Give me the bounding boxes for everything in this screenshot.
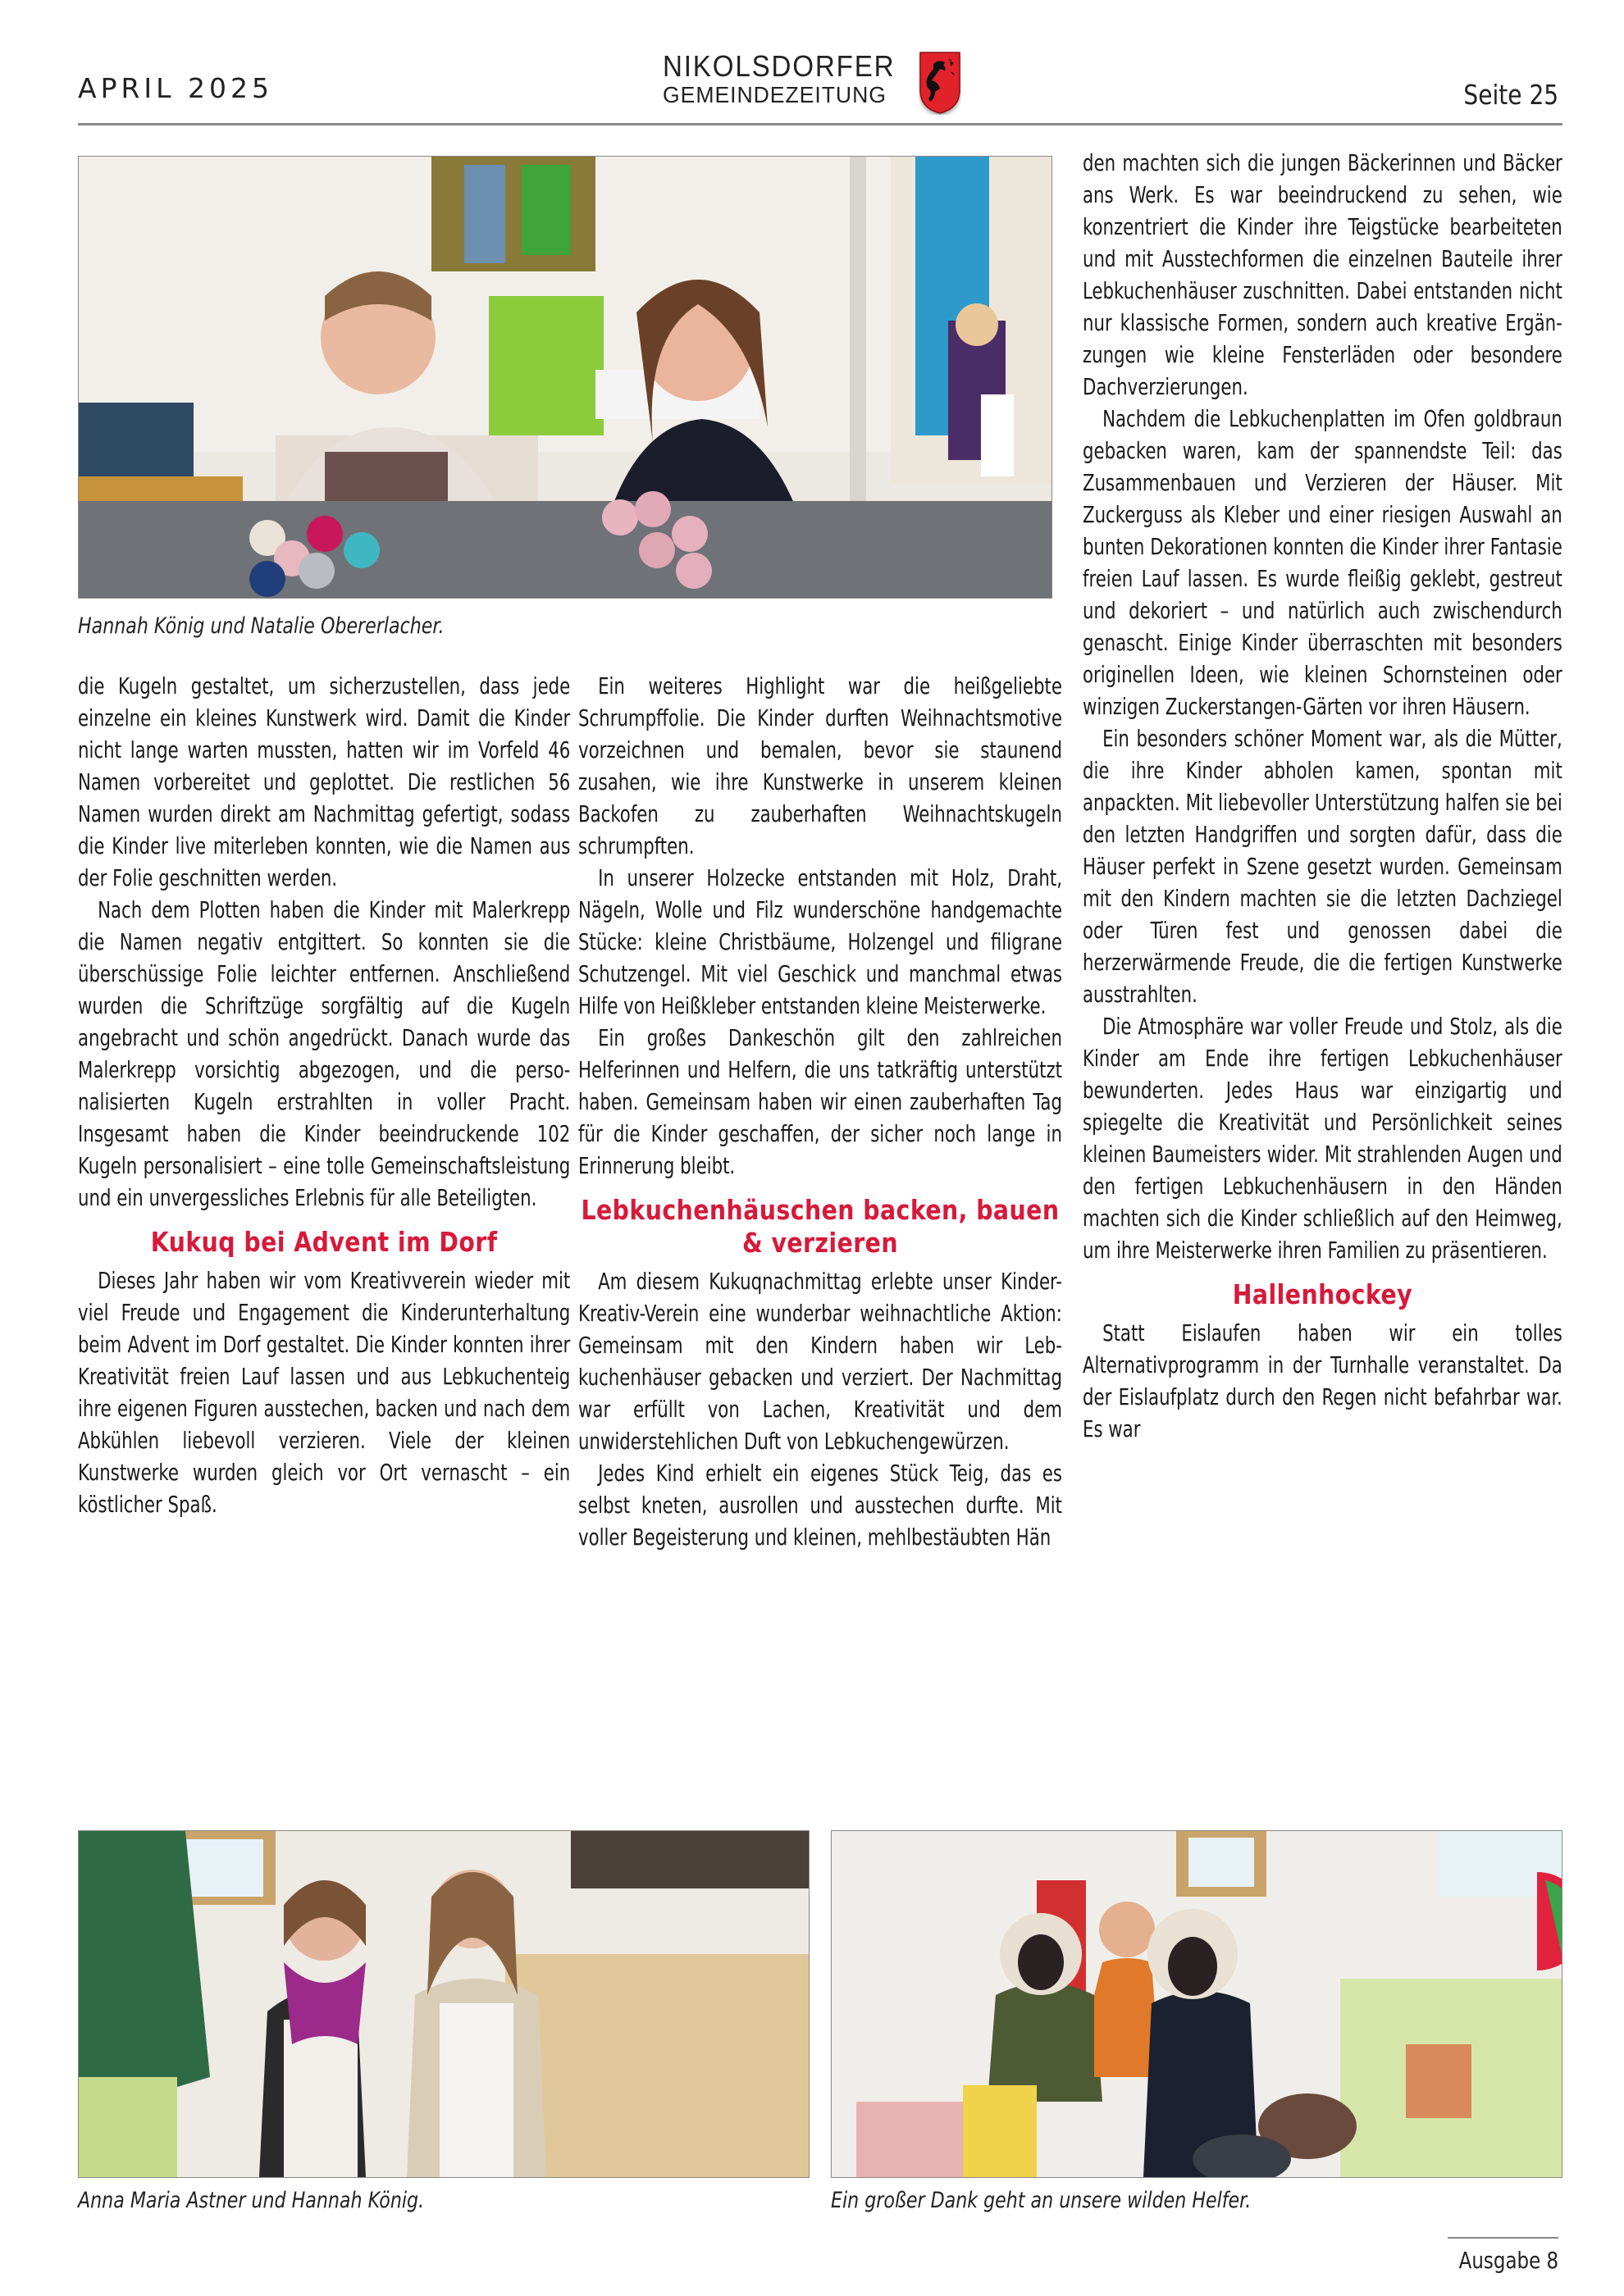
- paragraph: Am diesem Kukuqnachmittag erlebte unser Kinder-Kreativ-Verein eine wunderbar weihnachtliche Aktion: Gemeinsam mit den Kindern haben wir Lebkuchenhäuser gebacken und verziert. Der Nachmittag war erfüllt von Lachen, Kreativität und dem unwiderstehlichen Duft von Lebkuchengewürzen.: [578, 1269, 1062, 1455]
- section-heading: Lebkuchenhäuschen backen, bauen & verzieren: [581, 1194, 1060, 1259]
- paragraph: Dieses Jahr haben wir vom Kreativverein wieder mit viel Freude und Engagement die Kinderunterhaltung beim Advent im Dorf gestaltet. Die Kinder konnten ihrer Kreativität freien Lauf lassen und aus Lebkuchenteig ihre eigenen Figuren ausstechen, backen und nach dem Abkühlen liebevoll verzieren. Viele der kleinen Kunstwerke wurden gleich vor Ort vernascht – ein köstlicher Spaß.: [78, 1268, 571, 1518]
- coat-of-arms-icon: [919, 51, 961, 115]
- paragraph: Ein besonders schöner Moment war, als die Mütter, die ihre Kinder abholen kamen, spontan mit anpackten. Mit liebevoller Unterstützung halfen sie bei den letzten Handgriffen und sorgten dafür, dass die Häuser perfekt in Szene gesetzt wurden. Gemeinsam mit den Kindern machten sie die letzten Dachziegel oder Türen fest und genossen dabei die herzerwärmende Freude, die die fertigen Kunstwerke ausstrahlten.: [1083, 726, 1562, 1008]
- section-heading: Hallenhockey: [1232, 1278, 1413, 1310]
- footer-divider: [1448, 2237, 1558, 2239]
- photo-masked-helpers: [831, 1830, 1562, 2178]
- photo-caption: Ein großer Dank geht an unsere wilden Helfer.: [831, 2188, 1252, 2213]
- header-divider: [78, 123, 1562, 125]
- issue-number: Ausgabe 8: [1458, 2247, 1558, 2274]
- paragraph: In unserer Holzecke entstanden mit Holz, Draht, Nägeln, Wolle und Filz wunderschöne handgemachte Stücke: kleine Christbäume, Holzengel und filigrane Schutzengel. Mit viel Geschick und manchmal etwas Hilfe von Heißkleber entstanden kleine Meisterwerke.: [578, 865, 1062, 1019]
- article-column-1: [78, 671, 650, 1521]
- masthead-title: NIKOLSDORFER: [663, 49, 896, 83]
- paragraph: Jedes Kind erhielt ein eigenes Stück Teig, das es selbst kneten, ausrollen und ausstechen durfte. Mit voller Begeisterung und kleinen, mehlbestäubten Hän: [578, 1460, 1062, 1551]
- article-column-3: [1083, 148, 1624, 1446]
- photo-girls-kukuq-shirts: [78, 1830, 810, 2178]
- paragraph: Die Atmosphäre war voller Freude und Stolz, als die Kinder am Ende ihre fertigen Lebkuchenhäuser bewunderten. Jedes Haus war einzigartig und spiegelte die Kreativität und Persönlichkeit seines kleinen Baumeisters wider. Mit strahlenden Augen und den fertigen Lebkuchenhäusern in den Händen machten sich die Kinder schließlich auf den Heimweg, um ihre Meisterwerke ihren Familien zu präsentieren.: [1083, 1014, 1562, 1264]
- photo-girls-with-ornaments: [78, 156, 1052, 599]
- masthead-subtitle: GEMEINDEZEITUNG: [663, 82, 887, 107]
- section-heading: Kukuq bei Advent im Dorf: [150, 1226, 498, 1258]
- page-number: Seite 25: [1463, 79, 1558, 111]
- paragraph: Statt Eislaufen haben wir ein tolles Alternativprogramm in der Turnhalle veranstaltet. Da der Eislaufplatz durch den Regen nicht befahrbar war. Es war: [1083, 1320, 1562, 1442]
- article-column-2: [578, 671, 1141, 1554]
- paragraph: den machten sich die jungen Bäckerinnen und Bäcker ans Werk. Es war beeindruckend zu sehen, wie konzentriert die Kinder ihre Teigstücke bearbeiteten und mit Ausstechformen die einzelnen Bauteile ihrer Lebkuchenhäuser zuschnitten. Dabei entstanden nicht nur klassische Formen, sondern auch kreative Ergänzungen wie kleine Fensterläden oder besondere Dachverzierungen.: [1083, 150, 1562, 400]
- photo-caption: Hannah König und Natalie Obererlacher.: [78, 613, 445, 639]
- paragraph: Ein großes Dankeschön gilt den zahlreichen Helferinnen und Helfern, die uns tatkräftig unterstützt haben. Gemeinsam haben wir einen zauberhaften Tag für die Kinder geschaffen, der sicher noch lange in Erinnerung bleibt.: [578, 1025, 1062, 1179]
- paragraph: Nachdem die Lebkuchenplatten im Ofen goldbraun gebacken waren, kam der spannendste Teil: das Zusammenbauen und Verzieren der Häuser. Mit Zuckerguss als Kleber und einer riesigen Auswahl an bunten Dekorationen konnten die Kinder ihrer Fantasie freien Lauf lassen. Es wurde fleißig geklebt, gestreut und dekoriert – und natürlich auch zwischendurch genascht. Einige Kinder überraschten mit besonders originellen Ideen, wie kleinen Schornsteinen oder winzigen Zuckerstangen-Gärten vor ihren Häusern.: [1083, 406, 1562, 720]
- photo-caption: Anna Maria Astner und Hannah König.: [78, 2188, 425, 2213]
- paragraph: Ein weiteres Highlight war die heißgeliebte Schrumpffolie. Die Kinder durften Weihnachtsmotive vorzeichnen und bemalen, bevor sie staunend zusahen, wie ihre Kunstwerke in unserem kleinen Backofen zu zauberhaften Weihnachtskugeln schrumpften.: [578, 673, 1062, 859]
- paragraph: Nach dem Plotten haben die Kinder mit Malerkrepp die Namen negativ entgittert. So konnten sie die überschüssige Folie leichter entfernen. Anschließend wurden die Schriftzüge sorgfältig auf die Kugeln angebracht und schön angedrückt. Danach wurde das Malerkrepp vorsichtig abgezogen, und die personalisierten Kugeln erstrahlten in voller Pracht. Insgesamt haben die Kinder beeindruckende 102 Kugeln personalisiert – eine tolle Gemeinschaftsleistung und ein unvergessliches Erlebnis für alle Beteiligten.: [78, 897, 571, 1211]
- issue-date: APRIL 2025: [78, 72, 273, 104]
- masthead-logo: [663, 48, 974, 121]
- paragraph: die Kugeln gestaltet, um sicherzustellen, dass jede einzelne ein kleines Kunstwerk wird. Damit die Kinder nicht lange warten mussten, hatten wir im Vorfeld 46 Namen vorbereitet und geplottet. Die restlichen 56 Namen wurden direkt am Nachmittag gefertigt, sodass die Kinder live miterleben konnten, wie die Namen aus der Folie geschnitten werden.: [78, 673, 571, 891]
